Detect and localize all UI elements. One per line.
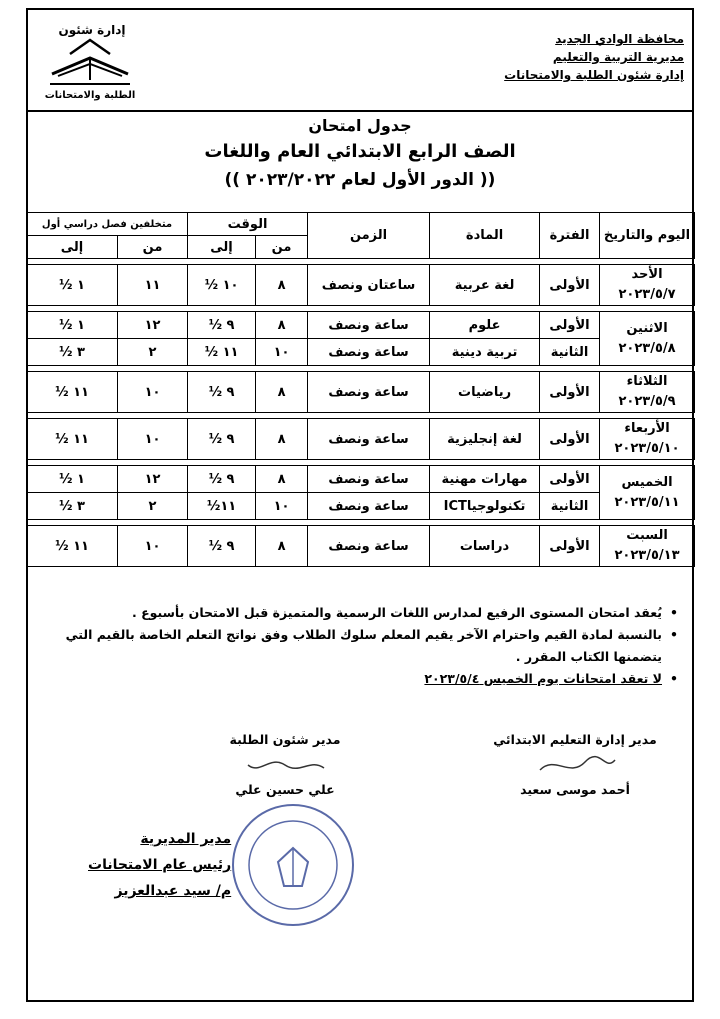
note-item-continuation: يتضمنها الكتاب المقرر . bbox=[515, 649, 662, 664]
duration-cell: ساعة ونصف bbox=[308, 339, 430, 366]
logo-top-text: إدارة شئون bbox=[58, 23, 126, 37]
subject-cell: تربية دينية bbox=[430, 339, 540, 366]
notes-section bbox=[60, 602, 680, 690]
header-lagging: متخلفين فصل دراسي أول bbox=[27, 213, 188, 236]
time-to-cell: ١١ ½ bbox=[188, 339, 256, 366]
note-item: • لا تعقد امتحانات يوم الخميس ٢٠٢٣/٥/٤ bbox=[60, 668, 680, 690]
period-cell: الأولى bbox=[540, 419, 600, 460]
header-divider bbox=[26, 110, 694, 112]
lag-from-cell: ١٢ bbox=[118, 312, 188, 339]
time-to-cell: ٩ ½ bbox=[188, 312, 256, 339]
period-cell: الأولى bbox=[540, 372, 600, 413]
exams-head-title: رئيس عام الامتحانات bbox=[88, 857, 232, 873]
subject-cell: رياضيات bbox=[430, 372, 540, 413]
table-row bbox=[27, 265, 695, 306]
subject-cell: لغة إنجليزية bbox=[430, 419, 540, 460]
header-time-from: من bbox=[256, 236, 308, 259]
title-line-2: الصف الرابع الابتدائي العام واللغات bbox=[204, 141, 516, 162]
lag-from-cell: ١٠ bbox=[118, 526, 188, 567]
signature-name: أحمد موسى سعيد bbox=[520, 782, 630, 797]
primary-education-signature bbox=[480, 730, 670, 800]
time-from-cell: ٨ bbox=[256, 312, 308, 339]
subject-cell: علوم bbox=[430, 312, 540, 339]
lag-from-cell: ١١ bbox=[118, 265, 188, 306]
title-line-1: جدول امتحان bbox=[308, 116, 412, 135]
time-to-cell: ٩ ½ bbox=[188, 419, 256, 460]
period-cell: الأولى bbox=[540, 265, 600, 306]
table-row bbox=[27, 312, 695, 339]
period-cell: الأولى bbox=[540, 312, 600, 339]
period-cell: الثانية bbox=[540, 493, 600, 520]
lag-to-cell: ١ ½ bbox=[27, 466, 118, 493]
day-date-cell: الخميس ٢٠٢٣/٥/١١ bbox=[600, 466, 695, 520]
day-date-cell: السبت ٢٠٢٣/٥/١٣ bbox=[600, 526, 695, 567]
directorate-label: مديرية التربية والتعليم bbox=[552, 50, 684, 64]
lag-to-cell: ١ ½ bbox=[27, 312, 118, 339]
time-from-cell: ٨ bbox=[256, 265, 308, 306]
duration-cell: ساعة ونصف bbox=[308, 526, 430, 567]
director-name: م/ سيد عبدالعزيز bbox=[114, 883, 232, 899]
subject-cell: لغة عربية bbox=[430, 265, 540, 306]
logo-bottom-text: الطلبة والامتحانات bbox=[44, 90, 136, 101]
period-cell: الثانية bbox=[540, 339, 600, 366]
time-from-cell: ٨ bbox=[256, 466, 308, 493]
day-date-cell: الاثنين ٢٠٢٣/٥/٨ bbox=[600, 312, 695, 366]
exam-schedule-table bbox=[26, 212, 695, 567]
table-row bbox=[27, 526, 695, 567]
subject-cell: تكنولوجياICT bbox=[430, 493, 540, 520]
schedule-title bbox=[0, 114, 720, 194]
note-item: • بالنسبة لمادة القيم واحترام الآخر يقيم المعلم سلوك الطلاب وفق نواتج التعلم الخاصة بالقيم التي bbox=[60, 624, 680, 646]
lag-from-cell: ١٢ bbox=[118, 466, 188, 493]
official-seal-icon bbox=[228, 800, 358, 930]
time-to-cell: ١١½ bbox=[188, 493, 256, 520]
title-line-3: (( الدور الأول لعام ٢٠٢٣/٢٠٢٢ )) bbox=[224, 170, 496, 190]
duration-cell: ساعتان ونصف bbox=[308, 265, 430, 306]
header-day-date: اليوم والتاريخ bbox=[600, 213, 695, 259]
administration-label: إدارة شئون الطلبة والامتحانات bbox=[504, 68, 684, 82]
student-affairs-signature bbox=[210, 730, 360, 800]
table-row bbox=[27, 339, 695, 366]
period-cell: الأولى bbox=[540, 526, 600, 567]
lag-to-cell: ١ ½ bbox=[27, 265, 118, 306]
lag-to-cell: ١١ ½ bbox=[27, 419, 118, 460]
signature-title: مدير شئون الطلبة bbox=[229, 732, 341, 747]
table-row bbox=[27, 493, 695, 520]
header-lag-to: إلى bbox=[27, 236, 118, 259]
time-from-cell: ١٠ bbox=[256, 339, 308, 366]
time-from-cell: ٨ bbox=[256, 419, 308, 460]
header-duration: الزمن bbox=[308, 213, 430, 259]
header-subject: المادة bbox=[430, 213, 540, 259]
day-date-cell: الأحد ٢٠٢٣/٥/٧ bbox=[600, 265, 695, 306]
signature-name: علي حسين علي bbox=[235, 782, 335, 797]
lag-from-cell: ١٠ bbox=[118, 419, 188, 460]
department-logo-icon bbox=[40, 18, 140, 104]
table-row bbox=[27, 419, 695, 460]
period-cell: الأولى bbox=[540, 466, 600, 493]
duration-cell: ساعة ونصف bbox=[308, 466, 430, 493]
duration-cell: ساعة ونصف bbox=[308, 493, 430, 520]
note-item: • يُعقد امتحان المستوى الرفيع لمدارس اللغات الرسمية والمتميزة قبل الامتحان بأسبوع . bbox=[60, 602, 680, 624]
time-to-cell: ١٠ ½ bbox=[188, 265, 256, 306]
header-time: الوقت bbox=[188, 213, 308, 236]
duration-cell: ساعة ونصف bbox=[308, 312, 430, 339]
subject-cell: دراسات bbox=[430, 526, 540, 567]
lag-to-cell: ٣ ½ bbox=[27, 493, 118, 520]
lag-to-cell: ١١ ½ bbox=[27, 372, 118, 413]
subject-cell: مهارات مهنية bbox=[430, 466, 540, 493]
time-to-cell: ٩ ½ bbox=[188, 372, 256, 413]
director-signature bbox=[88, 826, 231, 904]
day-date-cell: الأربعاء ٢٠٢٣/٥/١٠ bbox=[600, 419, 695, 460]
handwritten-signature-icon bbox=[530, 750, 620, 780]
lag-to-cell: ١١ ½ bbox=[27, 526, 118, 567]
director-title: مدير المديرية bbox=[140, 831, 232, 847]
day-date-cell: الثلاثاء ٢٠٢٣/٥/٩ bbox=[600, 372, 695, 413]
time-from-cell: ٨ bbox=[256, 372, 308, 413]
time-to-cell: ٩ ½ bbox=[188, 466, 256, 493]
handwritten-signature-icon bbox=[240, 750, 330, 780]
lag-to-cell: ٣ ½ bbox=[27, 339, 118, 366]
lag-from-cell: ٢ bbox=[118, 339, 188, 366]
time-from-cell: ٨ bbox=[256, 526, 308, 567]
header-period: الفترة bbox=[540, 213, 600, 259]
governorate-label: محافظة الوادي الجديد bbox=[555, 32, 684, 46]
table-row bbox=[27, 466, 695, 493]
lag-from-cell: ٢ bbox=[118, 493, 188, 520]
header-lag-from: من bbox=[118, 236, 188, 259]
header-organization bbox=[504, 30, 684, 84]
lag-from-cell: ١٠ bbox=[118, 372, 188, 413]
duration-cell: ساعة ونصف bbox=[308, 419, 430, 460]
header-time-to: إلى bbox=[188, 236, 256, 259]
time-to-cell: ٩ ½ bbox=[188, 526, 256, 567]
signature-title: مدير إدارة التعليم الابتدائي bbox=[493, 732, 657, 747]
table-row bbox=[27, 372, 695, 413]
duration-cell: ساعة ونصف bbox=[308, 372, 430, 413]
time-from-cell: ١٠ bbox=[256, 493, 308, 520]
